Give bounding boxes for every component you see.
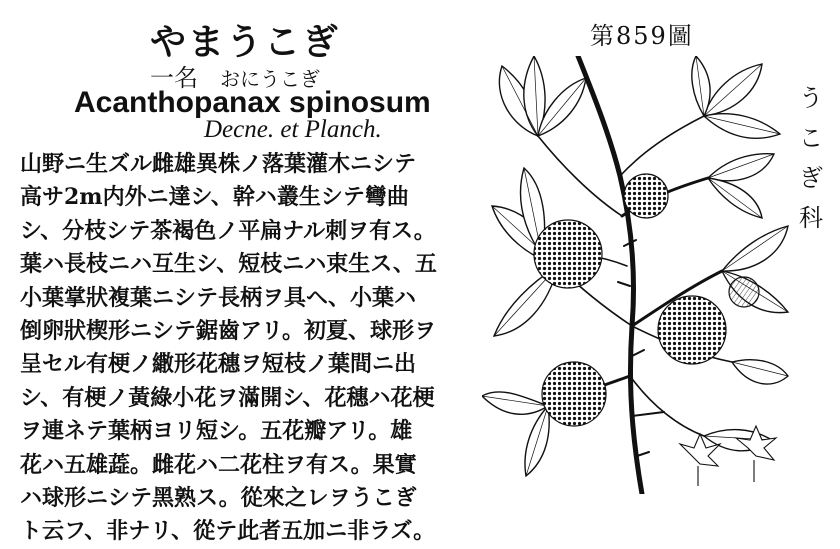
- leaf: [482, 392, 548, 414]
- flower-cluster: [658, 296, 726, 364]
- description-line: 小葉掌狀複葉ニシテ長柄ヲ具ヘ、小葉ハ: [20, 284, 417, 311]
- flower-cluster: [542, 362, 606, 426]
- description-line: ト云フ、非ナリ、從テ此者五加ニ非ラズ。: [20, 518, 436, 545]
- description-line: 呈セル有梗ノ繖形花穗ヲ短枝ノ葉間ニ出: [20, 351, 417, 378]
- leaf: [692, 56, 710, 116]
- description-line: 高サ2m内外ニ達シ、幹ハ叢生シテ彎曲: [20, 184, 409, 211]
- description-line: 花ハ五雄蕋。雌花ハ二花柱ヲ有ス。果實: [20, 451, 417, 478]
- plant-illustration: [482, 56, 790, 494]
- description-block: [20, 148, 460, 549]
- description-line: ハ球形ニシテ黑熟ス。從來之レヲうこぎ: [20, 484, 417, 511]
- description-line: ヲ連ネテ葉柄ヨリ短シ。五花瓣アリ。雄: [20, 418, 413, 445]
- family-char: ぎ: [799, 164, 823, 192]
- family-char: こ: [799, 124, 823, 152]
- fruit: [729, 277, 759, 307]
- alias-value: おにうこぎ: [220, 67, 320, 91]
- family-char: う: [799, 84, 823, 112]
- description-line: シ、分枝シテ茶褐色ノ平扁ナル刺ヲ有ス。: [20, 217, 436, 244]
- description-line: シ、有梗ノ黃綠小花ヲ滿開シ、花穗ハ花梗: [20, 384, 435, 411]
- flower-cluster: [534, 220, 602, 288]
- description-line: 葉ハ長枝ニハ互生シ、短枝ニハ束生ス、五: [20, 251, 437, 278]
- alias-label: 一名: [150, 64, 198, 92]
- scientific-name: Acanthopanax spinosum: [74, 86, 431, 119]
- family-char: 科: [799, 204, 823, 232]
- scientific-author: Decne. et Planch.: [204, 116, 382, 143]
- leaf: [732, 360, 788, 384]
- description-line: 山野ニ生ズル雌雄異株ノ落葉灌木ニシテ: [20, 151, 417, 177]
- page-title: やまうこぎ: [150, 21, 341, 63]
- description-line: 倒卵狀楔形ニシテ鋸齒アリ。初夏、球形ヲ: [20, 317, 437, 344]
- flower-cluster: [624, 174, 668, 218]
- leaf: [704, 114, 780, 139]
- family-label: [796, 78, 826, 238]
- stem: [632, 412, 664, 416]
- figure-number: 第859圖: [590, 22, 694, 50]
